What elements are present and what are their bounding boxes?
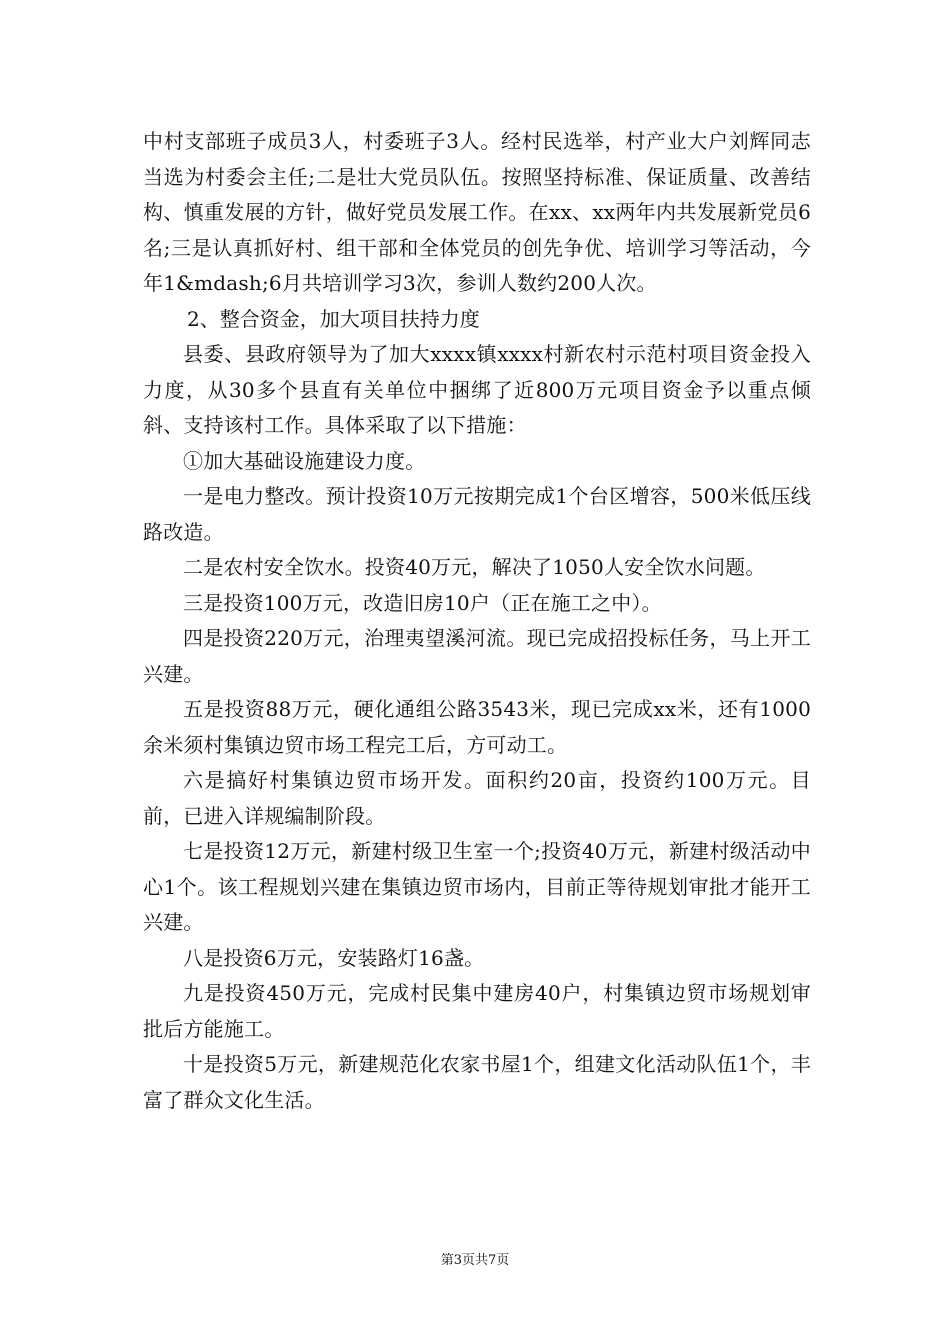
- paragraph-6: 二是农村安全饮水。投资40万元，解决了1050人安全饮水问题。: [183, 555, 766, 579]
- paragraph-11: 七是投资12万元，新建村级卫生室一个;投资40万元，新建村级活动中心1个。该工程规划兴建在集镇边贸市场内，目前正等待规划审批才能开工兴建。: [143, 839, 811, 934]
- paragraph-1: 中村支部班子成员3人，村委班子3人。经村民选举，村产业大户刘辉同志当选为村委会主任;二是壮大党员队伍。按照坚持标准、保证质量、改善结构、慎重发展的方针，做好党员发展工作。在xx、xx两年内共发展新党员6名;三是认真抓好村、组干部和全体党员的创先争优、培训学习等活动，今年1&mdash;6月共培训学习3次，参训人数约200人次。: [143, 129, 811, 295]
- paragraph-3: 县委、县政府领导为了加大xxxx镇xxxx村新农村示范村项目资金投入力度，从30多个县直有关单位中捆绑了近800万元项目资金予以重点倾斜、支持该村工作。具体采取了以下措施：: [143, 342, 811, 437]
- paragraph-12: 八是投资6万元，安装路灯16盏。: [183, 945, 485, 970]
- paragraph-13: 九是投资450万元，完成村民集中建房40户，村集镇边贸市场规划审批后方能施工。: [143, 981, 811, 1041]
- paragraph-8: 四是投资220万元，治理夷望溪河流。现已完成招投标任务，马上开工兴建。: [143, 626, 811, 686]
- paragraph-7: 三是投资100万元，改造旧房10户（正在施工之中）。: [183, 590, 662, 615]
- paragraph-10: 六是搞好村集镇边贸市场开发。面积约20亩，投资约100万元。目前，已进入详规编制阶段。: [143, 768, 811, 828]
- paragraph-14: 十是投资5万元，新建规范化农家书屋1个，组建文化活动队伍1个，丰富了群众文化生活。: [143, 1052, 811, 1112]
- document-body: [143, 124, 811, 1118]
- section-heading: 2、整合资金，加大项目扶持力度: [187, 306, 480, 331]
- paragraph-9: 五是投资88万元，硬化通组公路3543米，现已完成xx米，还有1000余米须村集镇边贸市场工程完工后，方可动工。: [143, 697, 811, 757]
- paragraph-4: ①加大基础设施建设力度。: [183, 448, 426, 473]
- page-number-label: 第3页共7页: [440, 1253, 510, 1268]
- page-footer: [0, 1249, 950, 1268]
- paragraph-5: 一是电力整改。预计投资10万元按期完成1个台区增容，500米低压线路改造。: [143, 484, 811, 544]
